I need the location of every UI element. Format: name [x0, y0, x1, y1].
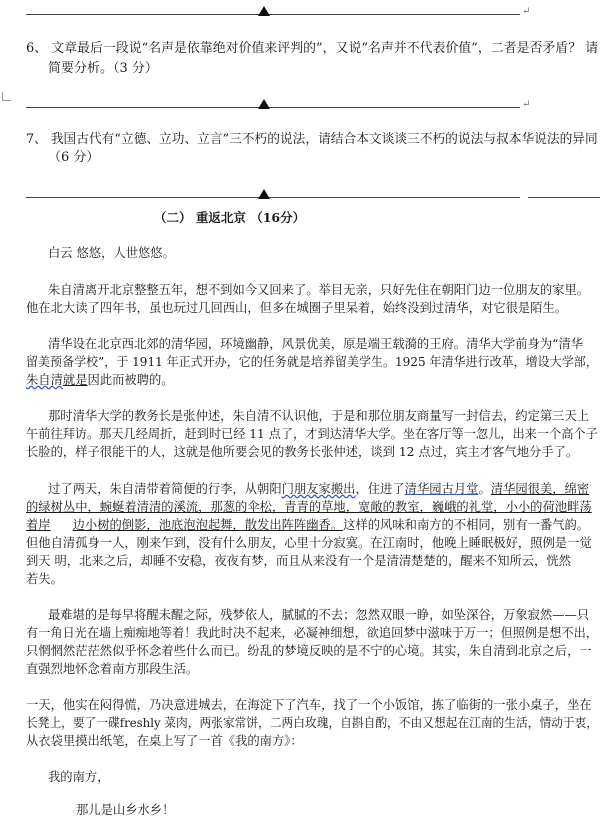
paragraph-7-line-3: 从衣袋里摸出纸笔，在桌上写了一首《我的南方》：: [26, 734, 303, 748]
paragraph-7-line-2: 长凳上，要了一碟freshly 菜肉，两张家常饼，二两白玫瑰，自斟自酌，不由又想起在江南的生活，情动于衷，: [26, 716, 599, 730]
margin-corner-mark: [2, 92, 11, 101]
return-mark: ↵: [522, 99, 531, 110]
paragraph-5-line-6: 若失。: [26, 572, 63, 586]
text-run: 过了两天，朱自清带着简便的行李，从朝阳: [48, 482, 282, 496]
paragraph-1: 白云 悠悠，人世悠悠。: [48, 246, 175, 260]
paragraph-4-line-1: 那时清华大学的教务长是张仲述，朱自清不认识他，于是和那位朋友商量写一封信去，约定第三天上: [48, 409, 590, 423]
question-6-line-1: 6、 文章最后一段说“名声是依靠绝对价值来评判的”，又说“名声并不代表价值”，二者是否矛盾？ 请: [26, 41, 599, 56]
text-run: 这样的风味和南方的不相同，别有一番气韵。: [343, 518, 590, 532]
section-title: （二） 重返北京 （16分）: [154, 210, 306, 225]
paragraph-6-line-2: 有一角日光在墙上痴痴地等着！我此时决不起来，必凝神细想，欲追回梦中滋味于万一；但照例是想不出，: [26, 626, 598, 640]
return-mark: ↵: [522, 6, 531, 17]
question-7-line-1: 7、 我国古代有“立德、立功、立言”三不朽的说法，请结合本文谈谈三不朽的说法与叔本华说法的异同: [26, 132, 598, 147]
paragraph-3-line-3: [26, 371, 174, 389]
text-run: 因此而被聘的。: [87, 373, 174, 387]
text-run: 。: [478, 482, 491, 496]
center-triangle-marker: [258, 99, 270, 109]
center-triangle-marker: [258, 6, 270, 16]
paragraph-7-line-1: 一天，他实在闷得慌，乃决意进城去，在海淀下了汽车，找了一个小饭馆，拣了临街的一张小桌子，坐在: [26, 698, 592, 712]
underlined-phrase: 边小树的倒影，池底泡泡起舞，散发出阵阵幽香。: [72, 518, 344, 532]
question-6-line-2: 简要分析。（3 分）: [48, 61, 158, 76]
answer-line-q6: [26, 107, 520, 108]
poem-line-2: 那儿是山乡水乡！: [76, 803, 175, 817]
underlined-sentence: 清华园很美，绵密: [490, 482, 590, 496]
paragraph-6-line-3: 只惘惘然茫茫然似乎怀念着些什么而已。纷乱的梦境反映的是不宁的心境。其实，朱自清到北京之后，一: [26, 644, 592, 658]
paragraph-2-line-2: 他在北大读了四年书，虽也玩过几回西山，但多在城圈子里呆着，始终没到过清华，对它很是陌生。: [26, 301, 568, 315]
paragraph-4-line-3: 长脸的，样子很能干的人，这就是他所要会见的教务长张仲述，谈到 12 点过，宾主才客气地分手了。: [26, 445, 579, 459]
paragraph-5-line-1: [48, 480, 589, 498]
answer-line-top: [26, 14, 520, 15]
paragraph-5-line-2: 的绿树丛中，蜿蜒着清清的溪流，那葱的伞松，青青的草地，宽敞的教室，巍峨的礼堂，小小的荷池畔荡: [26, 500, 592, 514]
paragraph-3-line-2: 留美预备学校”，于 1911 年正式开办，它的任务就是培养留美学生。1925 年清华进行改革，增设大学部，: [26, 355, 598, 369]
underlined-phrase: 门朋友家搬出: [281, 482, 356, 496]
answer-line-q7-extension: [528, 197, 600, 198]
question-7-line-2: （6 分）: [48, 150, 100, 165]
paragraph-4-line-2: 午前往拜访。那天几经周折，赶到时已经 11 点了，才到达清华大学。坐在客厅等一忽儿，出来一个高个子: [26, 427, 598, 441]
paragraph-5-line-4: 但他自清孤身一人，刚来乍到，没有什么朋友，心里十分寂寞。在江南时，他晚上睡眠极好，照例是一觉: [26, 536, 592, 550]
underlined-phrase: 着岸: [26, 518, 51, 532]
underlined-word: 就是: [62, 373, 88, 387]
paragraph-6-line-4: 直强烈地怀念着南方那段生活。: [26, 662, 199, 676]
paragraph-5-line-5: 到天 明，北来之后，却睡不安稳，夜夜有梦，而且从来没有一个是清清楚楚的，醒来不知所云，恍然: [26, 554, 571, 568]
paragraph-2-line-1: 朱自清离开北京整整五年，想不到如今又回来了。举目无亲，只好先住在朝阳门边一位朋友的家里。: [48, 283, 590, 297]
answer-line-q7: [26, 197, 520, 198]
underlined-name: 朱自清: [26, 373, 63, 387]
paragraph-5-line-3: [26, 516, 589, 534]
paragraph-3-line-1: 清华设在北京西北郊的清华园，环境幽静，风景优美，原是端王载漪的王府。清华大学前身为“清华: [48, 337, 584, 351]
text-run: ，住进了: [355, 482, 405, 496]
center-triangle-marker: [258, 189, 270, 199]
paragraph-6-line-1: 最难堪的是每早将醒未醒之际，残梦依人，腻腻的不去；忽然双眼一睁，如坠深谷，万象寂然——只: [48, 608, 590, 622]
poem-line-1: 我的南方，: [48, 770, 110, 784]
underlined-place: 清华园古月堂: [404, 482, 479, 496]
